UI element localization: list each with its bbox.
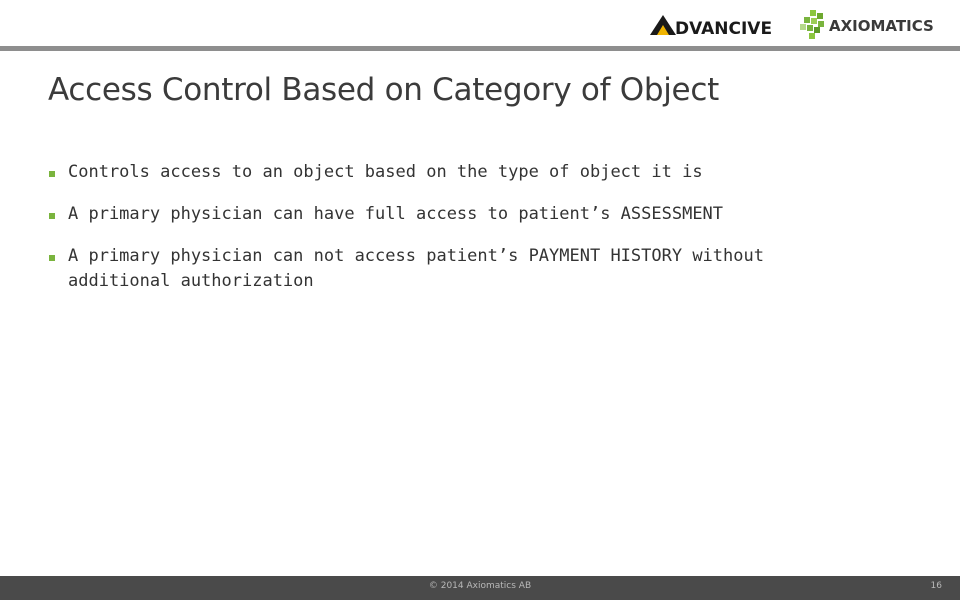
header-divider [0,46,960,51]
bullet-text: Controls access to an object based on the type of object it is [68,162,703,182]
axiomatics-logo-text: AXIOMATICS [829,17,934,35]
footer-copyright: © 2014 Axiomatics AB [428,581,532,591]
bullet-text: A primary physician can have full access to patient’s ASSESSMENT [68,204,724,224]
bullet-text: A primary physician can not access patient’s PAYMENT HISTORY without additional authorization [68,246,764,291]
axiomatics-cube-cluster-logo-icon [800,10,824,39]
square-bullet-icon [49,255,55,261]
square-bullet-icon [49,171,55,177]
advancive-logo [650,13,778,37]
advancive-logo-text: DVANCIVE [675,19,773,37]
square-bullet-icon [49,213,55,219]
bullet-item [48,160,868,185]
axiomatics-logo [800,8,940,40]
footer-bar [0,576,960,600]
slide-title: Access Control Based on Category of Object [48,72,719,108]
page-number: 16 [930,581,942,591]
bullet-item [48,244,868,294]
bullet-item [48,202,868,227]
bullet-list [48,160,868,311]
